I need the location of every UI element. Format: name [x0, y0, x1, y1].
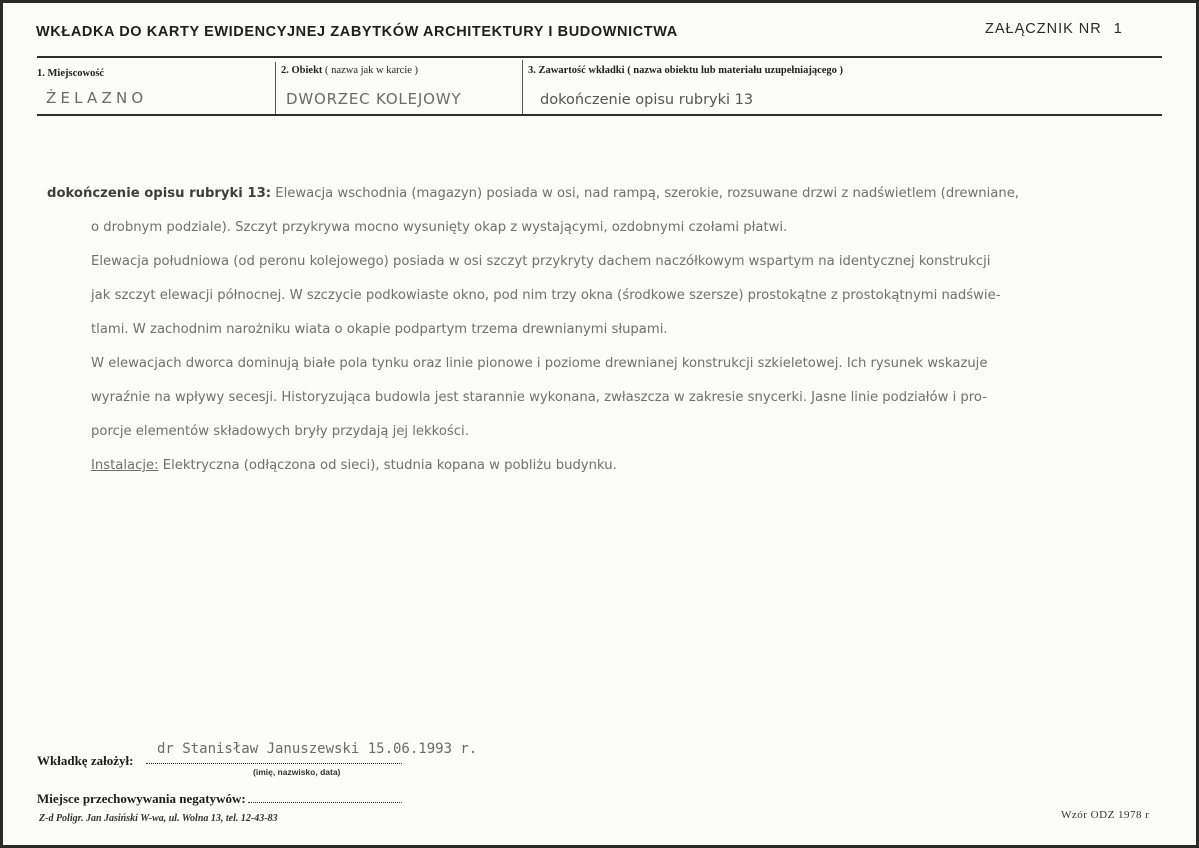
- printer-imprint: Z-d Poligr. Jan Jasiński W-wa, ul. Wolna 13, tel. 12-43-83: [39, 813, 278, 824]
- field-divider-1: [275, 62, 276, 114]
- body-line-8: porcje elementów składowych bryły przydają jej lekkości.: [91, 424, 469, 439]
- negatives-dotted-line: [248, 802, 402, 803]
- body-line-7: wyraźnie na wpływy secesji. Historyzująca budowla jest starannie wykonana, zwłaszcza w zakresie snycerki. Jasne linie podziałów i pro-: [91, 390, 988, 405]
- header-bottom-rule: [37, 114, 1162, 116]
- negatives-label: Miejsce przechowywania negatywów:: [37, 791, 246, 806]
- contents-label: [528, 65, 843, 76]
- body-line-4: jak szczyt elewacji północnej. W szczycie podkowiaste okno, pod nim trzy okna (środkowe szersze) prostokątne z prostokątnymi nadświe-: [91, 288, 1001, 303]
- contents-label-text: 3. Zawartość wkładki: [528, 65, 625, 76]
- locality-value: ŻELAZNO: [46, 89, 148, 107]
- body-line-2: o drobnym podziale). Szczyt przykrywa mocno wysunięty okap z wystającymi, ozdobnymi czołami płatwi.: [91, 220, 788, 235]
- created-by-hint: (imię, nazwisko, data): [253, 767, 341, 777]
- form-pattern-label: Wzór ODZ 1978 r: [1061, 809, 1150, 821]
- body-lead: dokończenie opisu rubryki 13:: [47, 186, 272, 201]
- created-by-value: dr Stanisław Januszewski 15.06.1993 r.: [157, 741, 478, 757]
- created-by-dotted-line: [146, 763, 402, 764]
- installations-label: Instalacje:: [91, 458, 159, 473]
- object-label-hint: ( nazwa jak w karcie ): [325, 65, 419, 76]
- body-line-5: tlami. W zachodnim narożniku wiata o okapie podpartym trzema drewnianymi słupami.: [91, 322, 668, 337]
- document-title: WKŁADKA DO KARTY EWIDENCYJNEJ ZABYTKÓW ARCHITEKTURY I BUDOWNICTWA: [36, 24, 678, 40]
- body-line-1: dokończenie opisu rubryki 13: Elewacja wschodnia (magazyn) posiada w osi, nad rampą, szerokie, rozsuwane drzwi z nadświetlem (drewniane,: [47, 186, 1019, 201]
- annex-number: 1: [1113, 21, 1123, 37]
- field-divider-2: [522, 60, 523, 114]
- header-top-rule: [37, 56, 1162, 58]
- annex-label-text: ZAŁĄCZNIK NR: [985, 21, 1102, 37]
- body-line-6: W elewacjach dworca dominują białe pola tynku oraz linie pionowe i poziome drewnianej konstrukcji szkieletowej. Ich rysunek wskazuje: [91, 356, 988, 371]
- installations-text: Elektryczna (odłączona od sieci), studnia kopana w pobliżu budynku.: [158, 458, 617, 473]
- object-label: [281, 65, 418, 76]
- locality-label: 1. Miejscowość: [37, 68, 105, 79]
- contents-value: dokończenie opisu rubryki 13: [540, 92, 754, 108]
- document-sheet: [3, 3, 1196, 845]
- annex-label: [985, 21, 1123, 37]
- created-by-label: Wkładkę założył:: [37, 753, 134, 768]
- body-line-3: Elewacja południowa (od peronu kolejowego) posiada w osi szczyt przykryty dachem naczółkowym wspartym na identycznej konstrukcji: [91, 254, 991, 269]
- installations-line: [47, 449, 1167, 483]
- object-value: DWORZEC KOLEJOWY: [286, 90, 462, 108]
- object-label-text: 2. Obiekt: [281, 65, 323, 76]
- contents-label-hint: ( nazwa obiektu lub materiału uzupełniającego ): [627, 65, 844, 76]
- description-body: [47, 177, 1167, 483]
